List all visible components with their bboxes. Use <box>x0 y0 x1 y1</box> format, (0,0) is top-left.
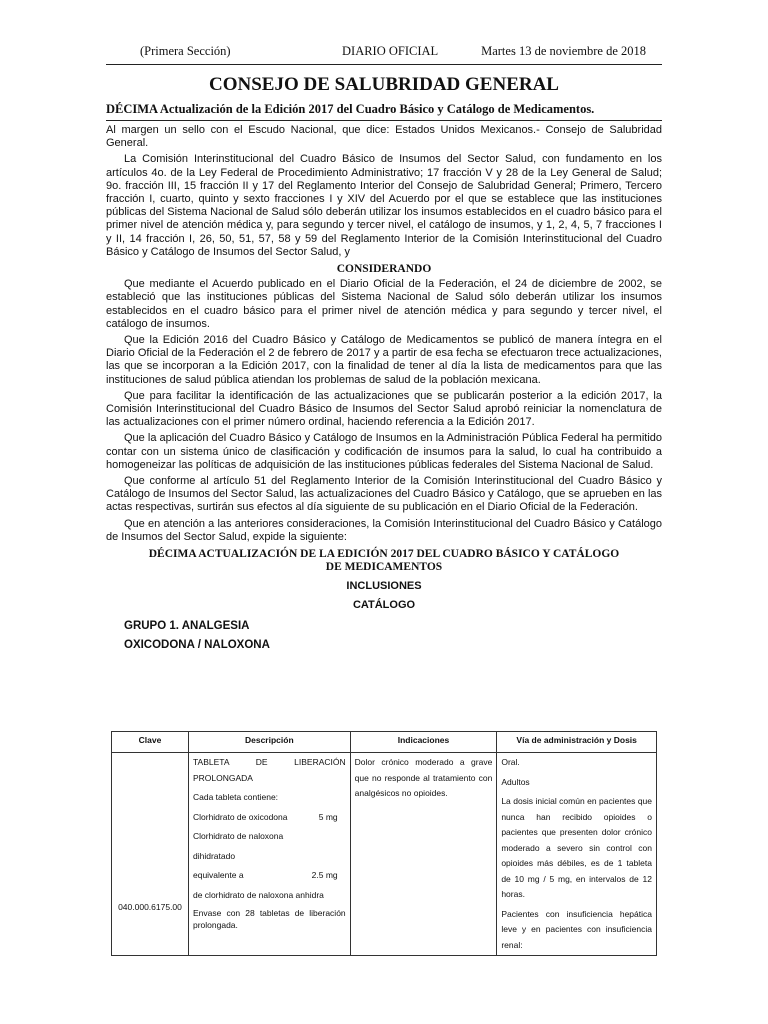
via-adults: Adultos <box>501 776 530 787</box>
catalog-table <box>111 731 657 956</box>
considerando-paragraph: Que en atención a las anteriores consideraciones, la Comisión Interinstitucional del Cuadro Básico y Catálogo de Insumos del Sector Salud, expide la siguiente: <box>106 517 662 543</box>
header-date: Martes 13 de noviembre de 2018 <box>481 44 646 58</box>
drug-name: OXICODONA / NALOXONA <box>124 638 270 651</box>
table-row <box>112 753 657 956</box>
via-route: Oral. <box>501 757 520 767</box>
document-body <box>106 124 662 652</box>
header-divider <box>106 64 662 65</box>
subtitle-divider <box>106 120 662 121</box>
desc-ingredient2a: Clorhidrato de naloxona <box>192 831 284 841</box>
header-newspaper: DIARIO OFICIAL <box>342 44 439 58</box>
considerando-paragraph: Que mediante el Acuerdo publicado en el Diario Oficial de la Federación, el 24 de diciembre de 2002, se estableció que las instituciones públicas del Sistema Nacional de Salud sólo deberán utilizar los insumos establecidos en el cuadro básico para el primer nivel de atención médica y para segundo y tercer nivel, el catálogo de insumos. <box>106 278 662 330</box>
col-header-via: Vía de administración y Dosis <box>497 732 657 753</box>
page-header <box>106 44 662 64</box>
cell-via <box>497 753 657 956</box>
desc-dose1: 5 mg <box>318 811 338 822</box>
cell-indicaciones <box>350 753 497 956</box>
page-title: CONSEJO DE SALUBRIDAD GENERAL <box>209 74 559 95</box>
desc-package: Envase con 28 tabletas de liberación prolongada. <box>192 908 346 930</box>
cell-clave: 040.000.6175.00 <box>112 753 189 956</box>
desc-ingredient1-row <box>193 810 346 826</box>
considerando-paragraph: Que la aplicación del Cuadro Básico y Catálogo de Insumos en la Administración Pública Federal ha permitido contar con un sistema único de clasificación y codificación de insumos para la salud, lo cual ha contribuido a homogeneizar las políticas de adquisición de las instituciones públicas federales del Sistema Nacional de Salud. <box>106 432 662 471</box>
col-header-indicaciones: Indicaciones <box>350 732 497 753</box>
intro-paragraph: La Comisión Interinstitucional del Cuadro Básico de Insumos del Sector Salud, con fundamento en los artículos 4o. de la Ley Federal de Procedimiento Administrativo; 17 fracción V y 28 de la Ley General de Salud; 9o. fracción III, 15 fracción II y 17 del Reglamento Interior del Consejo de Salubridad General; Primero, Tercero fracción I, cuarto, quinto y sexto fracciones I y XIV del Acuerdo por el que se establece que las instituciones públicas del Sistema Nacional de Salud sólo deberán utilizar los insumos establecidos en el cuadro básico para el primer nivel de atención médica y, para segundo y tercer nivel, el catálogo de insumos, y 1, 2, 4, 5, 7 fracciones I y II, 14 fracción I, 26, 50, 51, 57, 58 y 59 del Reglamento Interior de la Comisión Interinstitucional del Cuadro Básico y Catálogo de Insumos del Sector Salud, y <box>106 153 662 258</box>
table-header-row <box>112 732 657 753</box>
col-header-descripcion: Descripción <box>188 732 350 753</box>
desc-form: TABLETA DE LIBERACIÓN PROLONGADA <box>192 757 346 783</box>
group-heading: GRUPO 1. ANALGESIA <box>124 619 250 632</box>
desc-equiv-of: de clorhidrato de naloxona anhidra <box>192 889 324 900</box>
desc-ingredient1: Clorhidrato de oxicodona <box>192 811 288 822</box>
desc-equiv: equivalente a <box>192 870 244 880</box>
catalogo-heading: CATÁLOGO <box>352 599 416 612</box>
cell-descripcion <box>188 753 350 956</box>
intro-paragraph: Al margen un sello con el Escudo Nacional, que dice: Estados Unidos Mexicanos.- Consejo de Salubridad General. <box>106 124 662 150</box>
considerando-paragraph: Que la Edición 2016 del Cuadro Básico y Catálogo de Medicamentos se publicó de manera íntegra en el Diario Oficial de la Federación el 2 de febrero de 2017 y a partir de esa fecha se efectuaron trece actualizaciones, las que se incorporan a la Edición 2017, con la finalidad de tener al día la lista de medicamentos para que las instituciones de salud pública atiendan los problemas de salud de la población mexicana. <box>106 334 662 386</box>
considerando-paragraph: Que conforme al artículo 51 del Reglamento Interior de la Comisión Interinstitucional del Cuadro Básico y Catálogo de Insumos del Sector Salud, las actualizaciones del Cuadro Básico y Catálogo, que se aprueben en las actas respectivas, surtirán sus efectos al día siguiente de su publicación en el Diario Oficial de la Federación. <box>106 475 662 514</box>
desc-dose2: 2.5 mg <box>311 870 338 880</box>
desc-contains: Cada tableta contiene: <box>192 792 279 802</box>
desc-ingredient2b: dihidratado <box>192 850 236 861</box>
considerando-paragraph: Que para facilitar la identificación de las actualizaciones que se publicarán posterior a la edición 2017, la Comisión Interinstitucional del Cuadro Básico de Insumos del Sector Salud aprobó reiniciar la nomenclatura de las actualizaciones con el primer número ordinal, haciendo referencia a la Edición 2017. <box>106 389 662 429</box>
considerando-heading: CONSIDERANDO <box>336 263 432 276</box>
col-header-clave: Clave <box>112 732 189 753</box>
desc-equiv-row <box>193 868 346 884</box>
indicaciones-text: Dolor crónico moderado a grave que no responde al tratamiento con analgésicos no opioides. <box>354 757 493 798</box>
header-section: (Primera Sección) <box>140 44 231 58</box>
via-dosis: La dosis inicial común en pacientes que nunca han recibido opioides o pacientes que presenten dolor crónico moderado a severo sin control con opioides más débiles, es de 1 tableta de 10 mg / 5 mg, en intervalos de 12 horas. <box>501 796 652 899</box>
inclusiones-heading: INCLUSIONES <box>346 580 422 593</box>
document-subtitle: DÉCIMA Actualización de la Edición 2017 del Cuadro Básico y Catálogo de Medicamentos. <box>106 102 595 116</box>
section-heading: DÉCIMA ACTUALIZACIÓN DE LA EDICIÓN 2017 DEL CUADRO BÁSICO Y CATÁLOGO DE MEDICAMENTOS <box>148 548 620 574</box>
via-insuficiencia: Pacientes con insuficiencia hepática leve y en pacientes con insuficiencia renal: <box>501 908 652 950</box>
